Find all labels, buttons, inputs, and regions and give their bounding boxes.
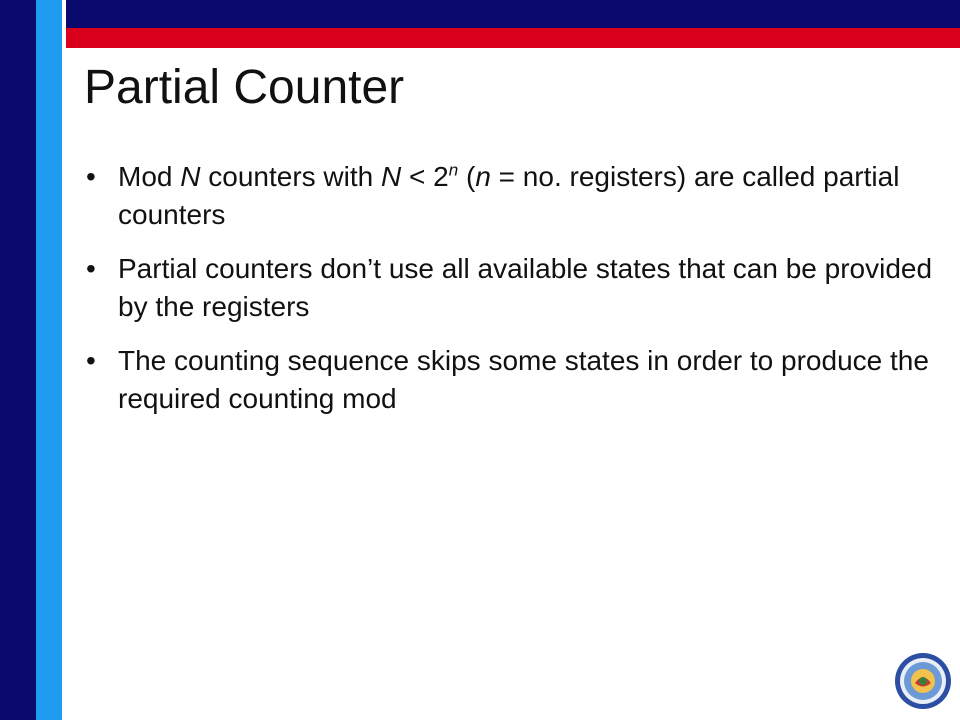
bullet-segment: ( (458, 161, 476, 192)
bullet-mark: • (86, 253, 96, 284)
bullet-mark: • (86, 345, 96, 376)
slide-title: Partial Counter (84, 61, 405, 114)
bullet-mark: • (86, 161, 96, 192)
bullet-list (84, 158, 944, 434)
bullet-item (84, 158, 944, 234)
left-navy-stripe (0, 0, 36, 720)
left-blue-stripe (36, 0, 62, 720)
bullet-segment: Partial counters don’t use all available states that can be provided by the registers (118, 253, 933, 322)
top-navy-bar (0, 0, 960, 28)
top-red-bar (0, 28, 960, 48)
bullet-text (118, 345, 929, 414)
bullet-segment: Mod (118, 161, 181, 192)
bullet-segment: = no. registers) are called partial counters (118, 161, 900, 230)
bullet-segment: N (381, 161, 402, 192)
bullet-text (118, 253, 932, 322)
bullet-segment: N (180, 161, 201, 192)
superscript: n (448, 160, 459, 180)
seal-caption (898, 708, 954, 714)
bullet-item (84, 342, 944, 418)
bullet-segment: The counting sequence skips some states in order to produce the required counting mod (118, 345, 929, 414)
bullet-text (118, 161, 899, 230)
university-seal-icon (893, 652, 953, 710)
left-white-gap (62, 0, 66, 720)
bullet-segment: counters with (200, 161, 382, 192)
bullet-segment: < 2 (401, 161, 449, 192)
bullet-segment: n (475, 161, 491, 192)
bullet-item (84, 250, 944, 326)
